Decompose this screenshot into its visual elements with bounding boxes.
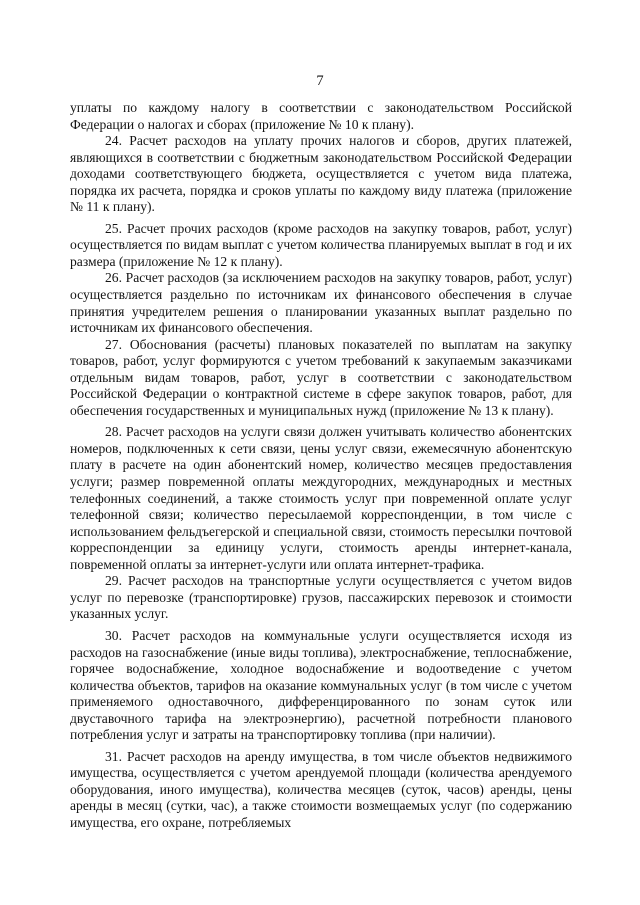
- paragraph-31: 31. Расчет расходов на аренду имущества, в том числе объектов недвижимого имущества, осуществляется с учетом арендуемой площади (количества арендуемого оборудования, иного имущества), количества месяцев (суток, часов) аренды, цены аренды в месяц (сутки, час), а также стоимости возмещаемых услуг (по содержанию имущества, его охране, потребляемых: [70, 748, 572, 830]
- document-body: [70, 100, 572, 832]
- paragraph-29: 29. Расчет расходов на транспортные услуги осуществляется с учетом видов услуг по перевозке (транспортировке) грузов, пассажирских перевозок и стоимости указанных услуг.: [70, 573, 572, 622]
- paragraph-27: 27. Обоснования (расчеты) плановых показателей по выплатам на закупку товаров, работ, услуг формируются с учетом требований к закупаемым заказчиками отдельным видам товаров, работ, услуг в соответствии с законодательством Российской Федерации о контрактной системе в сфере закупок товаров, работ, для обеспечения государственных и муниципальных нужд (приложение № 13 к плану).: [70, 336, 572, 418]
- paragraph-25: 25. Расчет прочих расходов (кроме расходов на закупку товаров, работ, услуг) осуществляется по видам выплат с учетом количества планируемых выплат в год и их размера (приложение № 12 к плану).: [70, 220, 572, 269]
- page-number: 7: [316, 73, 324, 89]
- paragraph-28: 28. Расчет расходов на услуги связи должен учитывать количество абонентских номеров, подключенных к сети связи, цены услуг связи, ежемесячную абонентскую плату в расчете на один абонентский номер, количество месяцев предоставления услуги; размер повременной оплаты междугородних, международных и местных телефонных соединений, а также стоимость услуг при повременной оплате услуг телефонной связи; количество пересылаемой корреспонденции, в том числе с использованием фельдъегерской и специальной связи, стоимость пересылки почтовой корреспонденции за единицу услуги, стоимость аренды интернет-канала, повременной оплаты за интернет-услуги или оплата интернет-трафика.: [70, 424, 572, 572]
- paragraph-30: 30. Расчет расходов на коммунальные услуги осуществляется исходя из расходов на газоснабжение (иные виды топлива), электроснабжение, теплоснабжение, горячее водоснабжение, холодное водоснабжение и водоотведение с учетом количества объектов, тарифов на оказание коммунальных услуг (в том числе с учетом применяемого одноставочного, дифференцированного по зонам суток или двуставочного тарифа на электроэнергию), расчетной потребности планового потребления услуг и затраты на транспортировку топлива (при наличии).: [70, 627, 572, 743]
- paragraph-24: 24. Расчет расходов на уплату прочих налогов и сборов, других платежей, являющихся в соответствии с бюджетным законодательством Российской Федерации доходами соответствующего бюджета, осуществляется с учетом вида платежа, порядка их расчета, порядка и сроков уплаты по каждому виду платежа (приложение № 11 к плану).: [70, 133, 572, 215]
- paragraph-26: 26. Расчет расходов (за исключением расходов на закупку товаров, работ, услуг) осуществляется раздельно по источникам их финансового обеспечения в случае принятия учредителем решения о планировании указанных выплат раздельно по источникам их финансового обеспечения.: [70, 270, 572, 336]
- paragraph-continuation: уплаты по каждому налогу в соответствии с законодательством Российской Федерации о налогах и сборах (приложение № 10 к плану).: [70, 100, 572, 132]
